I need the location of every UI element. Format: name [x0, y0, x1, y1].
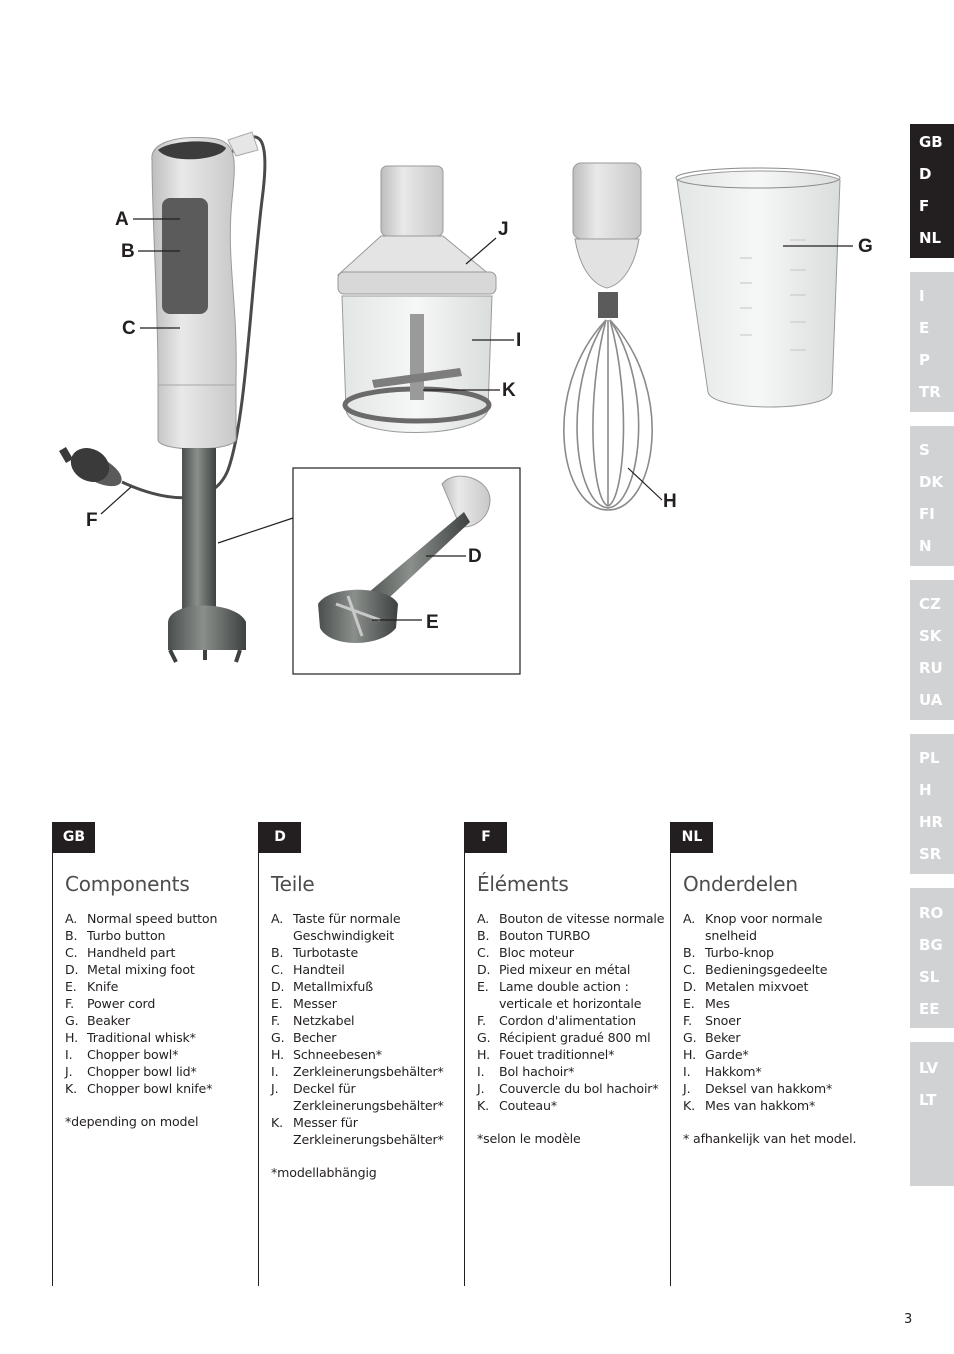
section-heading: Onderdelen — [683, 872, 798, 896]
tab-ru[interactable]: RU — [919, 659, 943, 677]
list-item: C. Handheld part — [65, 945, 176, 960]
list-item: A. Taste für normale Geschwindigkeit — [271, 911, 401, 943]
list-item: G. Récipient gradué 800 ml — [477, 1030, 651, 1045]
list-item: J. Couvercle du bol hachoir* — [477, 1081, 659, 1096]
footnote: *depending on model — [65, 1114, 199, 1129]
list-item: I. Chopper bowl* — [65, 1047, 179, 1062]
tab-cz[interactable]: CZ — [919, 595, 941, 613]
lang-badge: NL — [671, 822, 713, 853]
section-heading: Components — [65, 872, 190, 896]
tab-nl[interactable]: NL — [919, 229, 942, 247]
tab-sl[interactable]: SL — [919, 968, 940, 986]
list-item: F. Power cord — [65, 996, 156, 1011]
beaker — [676, 168, 840, 407]
list-item: B. Turbotaste — [271, 945, 359, 960]
list-item: F. Snoer — [683, 1013, 741, 1028]
tab-group-1[interactable] — [910, 124, 954, 258]
list-item: J. Deksel van hakkom* — [683, 1081, 833, 1096]
list-item: E. Knife — [65, 979, 119, 994]
callout-h: H — [663, 491, 677, 512]
callout-c: C — [122, 318, 136, 339]
tab-lt[interactable]: LT — [919, 1091, 937, 1109]
section-heading: Teile — [271, 872, 315, 896]
tab-d[interactable]: D — [919, 165, 932, 183]
tab-gb[interactable]: GB — [919, 133, 943, 151]
list-item: G. Becher — [271, 1030, 337, 1045]
column-nl — [670, 822, 876, 1286]
callout-f: F — [86, 510, 98, 531]
list-item: G. Beaker — [65, 1013, 130, 1028]
list-item: H. Traditional whisk* — [65, 1030, 196, 1045]
list-item: I. Hakkom* — [683, 1064, 762, 1079]
callout-j: J — [498, 219, 509, 240]
list-item: K. Messer für Zerkleinerungsbehälter* — [271, 1115, 444, 1147]
page-number: 3 — [904, 1312, 913, 1327]
list-item: I. Bol hachoir* — [477, 1064, 575, 1079]
list-item: A. Bouton de vitesse normale — [477, 911, 665, 926]
list-item: E. Messer — [271, 996, 337, 1011]
footnote: *modellabhängig — [271, 1165, 377, 1180]
list-item: C. Handteil — [271, 962, 345, 977]
list-item: C. Bedieningsgedeelte — [683, 962, 828, 977]
tab-sk[interactable]: SK — [919, 627, 942, 645]
tab-tr[interactable]: TR — [919, 383, 941, 401]
callout-k: K — [502, 380, 516, 401]
tab-e[interactable]: E — [919, 319, 930, 337]
list-item: K. Mes van hakkom* — [683, 1098, 816, 1113]
tab-ro[interactable]: RO — [919, 904, 944, 922]
tab-f[interactable]: F — [919, 197, 930, 215]
callout-g: G — [858, 236, 873, 257]
tab-group-7[interactable] — [910, 1042, 954, 1186]
list-item: B. Turbo-knop — [683, 945, 774, 960]
tab-fi[interactable]: FI — [919, 505, 935, 523]
list-item: B. Bouton TURBO — [477, 928, 591, 943]
plug — [59, 441, 127, 492]
tab-p[interactable]: P — [919, 351, 930, 369]
tab-group-3[interactable] — [910, 426, 954, 566]
tab-group-6[interactable] — [910, 888, 954, 1028]
column-gb — [52, 822, 258, 1286]
list-item: I. Zerkleinerungsbehälter* — [271, 1064, 444, 1079]
list-item: J. Deckel für Zerkleinerungsbehälter* — [271, 1081, 444, 1113]
footnote: *selon le modèle — [477, 1131, 581, 1146]
lang-badge: F — [465, 822, 507, 853]
tab-group-2[interactable] — [910, 272, 954, 412]
tab-h[interactable]: H — [919, 781, 932, 799]
lang-badge: D — [259, 822, 301, 853]
list-item: F. Netzkabel — [271, 1013, 355, 1028]
list-item: D. Metal mixing foot — [65, 962, 195, 977]
list-item: A. Normal speed button — [65, 911, 218, 926]
list-item: D. Metallmixfuß — [271, 979, 374, 994]
parts-list — [477, 910, 675, 1114]
list-item: F. Cordon d'alimentation — [477, 1013, 636, 1028]
tab-sr[interactable]: SR — [919, 845, 942, 863]
section-heading: Éléments — [477, 872, 569, 896]
list-item: J. Chopper bowl lid* — [65, 1064, 197, 1079]
list-item: G. Beker — [683, 1030, 741, 1045]
callout-i: I — [516, 330, 522, 351]
list-item: C. Bloc moteur — [477, 945, 574, 960]
list-item: E. Lame double action : verticale et horizontale — [477, 979, 642, 1011]
tab-n[interactable]: N — [919, 537, 932, 555]
tab-group-5[interactable] — [910, 734, 954, 874]
list-item: D. Pied mixeur en métal — [477, 962, 631, 977]
tab-s[interactable]: S — [919, 441, 930, 459]
tab-ua[interactable]: UA — [919, 691, 943, 709]
list-item: K. Couteau* — [477, 1098, 557, 1113]
callout-b: B — [121, 241, 135, 262]
mixing-foot-inset — [293, 468, 520, 674]
lang-badge: GB — [53, 822, 95, 853]
tab-group-4[interactable] — [910, 580, 954, 720]
tab-dk[interactable]: DK — [919, 473, 944, 491]
list-item: A. Knop voor normale snelheid — [683, 911, 823, 943]
list-item: B. Turbo button — [65, 928, 166, 943]
parts-list — [271, 910, 469, 1148]
parts-list — [683, 910, 881, 1114]
list-item: H. Fouet traditionnel* — [477, 1047, 615, 1062]
column-f — [464, 822, 670, 1286]
list-item: K. Chopper bowl knife* — [65, 1081, 213, 1096]
footnote: * afhankelijk van het model. — [683, 1131, 857, 1146]
list-item: D. Metalen mixvoet — [683, 979, 809, 994]
tab-bg[interactable]: BG — [919, 936, 943, 954]
list-item: H. Garde* — [683, 1047, 749, 1062]
list-item: E. Mes — [683, 996, 730, 1011]
column-d — [258, 822, 464, 1286]
callout-d: D — [468, 546, 482, 567]
list-item: H. Schneebesen* — [271, 1047, 382, 1062]
tab-pl[interactable]: PL — [919, 749, 940, 767]
callout-a: A — [115, 209, 129, 230]
parts-list — [65, 910, 263, 1097]
tab-ee[interactable]: EE — [919, 1000, 940, 1018]
tab-hr[interactable]: HR — [919, 813, 944, 831]
tab-i[interactable]: I — [919, 287, 925, 305]
callout-e: E — [426, 612, 439, 633]
tab-lv[interactable]: LV — [919, 1059, 939, 1077]
chopper — [338, 166, 496, 433]
whisk — [564, 163, 652, 510]
